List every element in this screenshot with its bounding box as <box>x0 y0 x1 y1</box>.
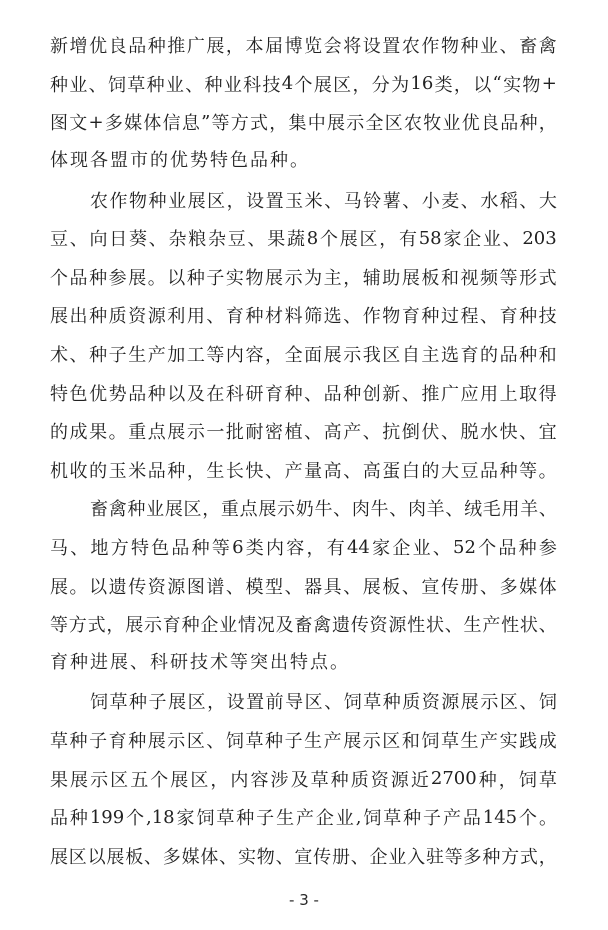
text-line: 饲 草 种 子 展 区 ， 设 置 前 导 区 、 饲 草 种 质 资 源 展 示 区 、 饲 <box>90 692 557 714</box>
text-line: 果 展 示 区 五 个 展 区 ， 内 容 涉 及 草 种 质 资 源 近 2700 种 ， 饲 草 <box>50 768 557 791</box>
text-line: 术 、 种 子 生 产 加 工 等 内 容 ， 全 面 展 示 我 区 自 主 选 育 的 品 种 和 <box>50 345 557 367</box>
text-line: 展 区 以 展 板 、 多 媒 体 、 实 物 、 宣 传 册 、 企 业 入 驻 等 多 种 方 式 ， <box>50 846 557 868</box>
text-line: 新 增 优 良 品 种 推 广 展 ， 本 届 博 览 会 将 设 置 农 作 物 种 业 、 畜 禽 <box>50 36 557 58</box>
text-line: 的 成 果 。 重 点 展 示 一 批 耐 密 植 、 高 产 、 抗 倒 伏 、 脱 水 快 、 宜 <box>50 422 557 444</box>
text-line: 豆 、 向 日 葵 、 杂 粮 杂 豆 、 果 蔬 8 个 展 区 ， 有 58 家 企 业 、 203 <box>50 227 557 251</box>
text-line: 展 出 种 质 资 源 利 用 、 育 种 材 料 筛 选 、 作 物 育 种 过 程 、 育 种 技 <box>50 306 557 328</box>
text-line: 体现各盟市的优势特色品种。 <box>50 149 310 171</box>
text-line: 马 、 地 方 特 色 品 种 等 6 类 内 容 ， 有 44 家 企 业 、 52 个 品 种 参 <box>50 536 557 560</box>
text-line: 育种进展、科研技术等突出特点。 <box>50 651 350 673</box>
text-line: 特 色 优 势 品 种 以 及 在 科 研 育 种 、 品 种 创 新 、 推 广 应 用 上 取 得 <box>50 383 557 405</box>
text-line: 种 业 、 饲 草 种 业 、 种 业 科 技 4 个 展 区 ， 分 为 16 类 ， 以 “ 实 物 + <box>50 73 557 96</box>
text-line: 展 。 以 遗 传 资 源 图 谱 、 模 型 、 器 具 、 展 板 、 宣 传 册 、 多 媒 体 <box>50 576 557 598</box>
text-line: 等 方 式 ， 展 示 育 种 企 业 情 况 及 畜 禽 遗 传 资 源 性 状 、 生 产 性 状 、 <box>50 615 557 637</box>
text-line: 品 种 199 个 ,18 家 饲 草 种 子 生 产 企 业 , 饲 草 种 子 产 品 145 个 。 <box>50 806 557 830</box>
text-line: 农 作 物 种 业 展 区 ， 设 置 玉 米 、 马 铃 薯 、 小 麦 、 水 稻 、 大 <box>90 190 557 212</box>
text-line: 机 收 的 玉 米 品 种 ， 生 长 快 、 产 量 高 、 高 蛋 白 的 大 豆 品 种 等 。 <box>50 460 557 482</box>
text-line: 草 种 子 育 种 展 示 区 、 饲 草 种 子 生 产 展 示 区 和 饲 草 生 产 实 践 成 <box>50 730 557 752</box>
text-line: 个 品 种 参 展 。 以 种 子 实 物 展 示 为 主 ， 辅 助 展 板 和 视 频 等 形 式 <box>50 267 557 289</box>
text-line: 畜 禽 种 业 展 区 ， 重 点 展 示 奶 牛 、 肉 牛 、 肉 羊 、 绒 毛 用 羊 、 <box>90 499 557 521</box>
page-number: - 3 - <box>289 891 319 909</box>
text-line: 图 文 + 多 媒 体 信 息 ” 等 方 式 ， 集 中 展 示 全 区 农 牧 业 优 良 品 种 ， <box>50 111 557 135</box>
page-body-text <box>50 26 557 875</box>
